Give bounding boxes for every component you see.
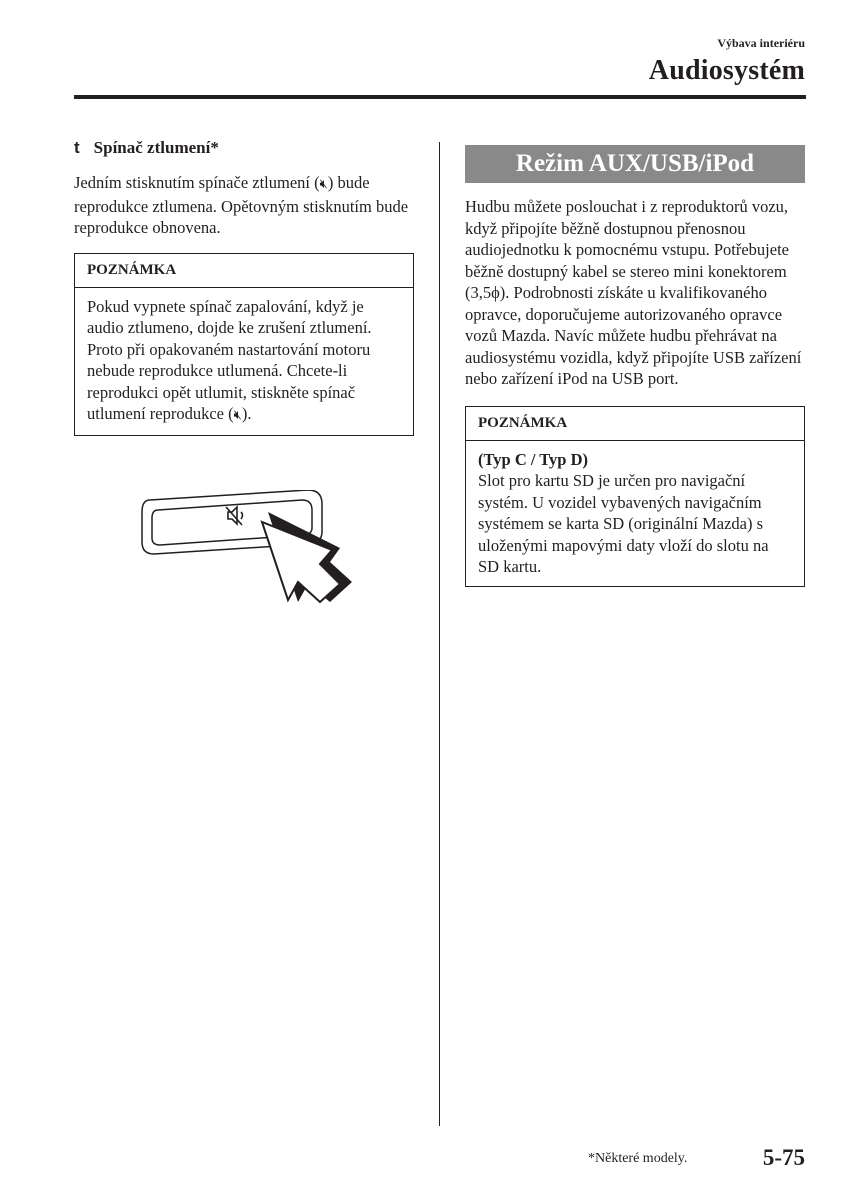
note-heading: POZNÁMKA bbox=[466, 407, 804, 441]
footnote: *Některé modely. bbox=[588, 1151, 688, 1166]
left-column bbox=[74, 138, 414, 436]
mute-speaker-icon bbox=[226, 507, 243, 525]
page-number: 5-75 bbox=[762, 1145, 805, 1170]
mute-switch-title: Spínač ztlumení* bbox=[93, 138, 219, 157]
mute-speaker-icon: 🔇︎ bbox=[233, 408, 242, 423]
bullet-marker: t bbox=[74, 138, 80, 157]
press-arrow-icon bbox=[262, 512, 352, 602]
section-title-bar: Režim AUX/USB/iPod bbox=[465, 145, 805, 183]
note-text: Pokud vypnete spínač zapalování, když je audio ztlumeno, dojde ke zrušení ztlumení. Proto při opakovaném nastartování motoru nebude reprodukce utlumená. Chcete-li reprodukci opět utlumit, stiskněte spínač utlumení reprodukce (🔇︎). bbox=[75, 288, 413, 435]
column-divider bbox=[439, 142, 440, 1126]
mute-switch-paragraph: Jedním stisknutím spínače ztlumení (🔇︎) bude reprodukce ztlumena. Opětovným stisknutím bude reprodukce obnovena. bbox=[74, 173, 409, 237]
note-text: Slot pro kartu SD je určen pro navigační systém. U vozidel vybavených navigačním systémem se karta SD (originální Mazda) s uloženými mapovými daty vloží do slotu na SD kartu. bbox=[478, 471, 769, 576]
note-box-left bbox=[74, 253, 414, 436]
header-chapter: Audiosystém bbox=[648, 55, 805, 86]
note-heading: POZNÁMKA bbox=[75, 254, 413, 288]
note-subheading: (Typ C / Typ D) bbox=[478, 449, 589, 469]
note-box-right bbox=[465, 406, 805, 587]
mute-switch-figure bbox=[140, 490, 360, 605]
mute-switch-heading bbox=[74, 138, 414, 158]
header-section: Výbava interiéru bbox=[717, 36, 805, 50]
mute-speaker-icon: 🔇︎ bbox=[319, 177, 328, 192]
right-column bbox=[465, 145, 805, 587]
header-rule bbox=[74, 95, 806, 99]
aux-paragraph: Hudbu můžete poslouchat i z reproduktorů vozu, když připojíte běžně dostupnou přenosnou audiojednotku k pomocnému vstupu. Potřebujete běžně dostupný kabel se stereo mini konektorem (3,5ϕ). Podrobnosti získáte u kvalifikovaného opravce, doporučujeme autorizovaného opravce vozů Mazda. Navíc můžete hudbu přehrávat na audiosystému vozidla, když připojíte USB zařízení nebo zařízení iPod na USB port. bbox=[465, 197, 802, 388]
